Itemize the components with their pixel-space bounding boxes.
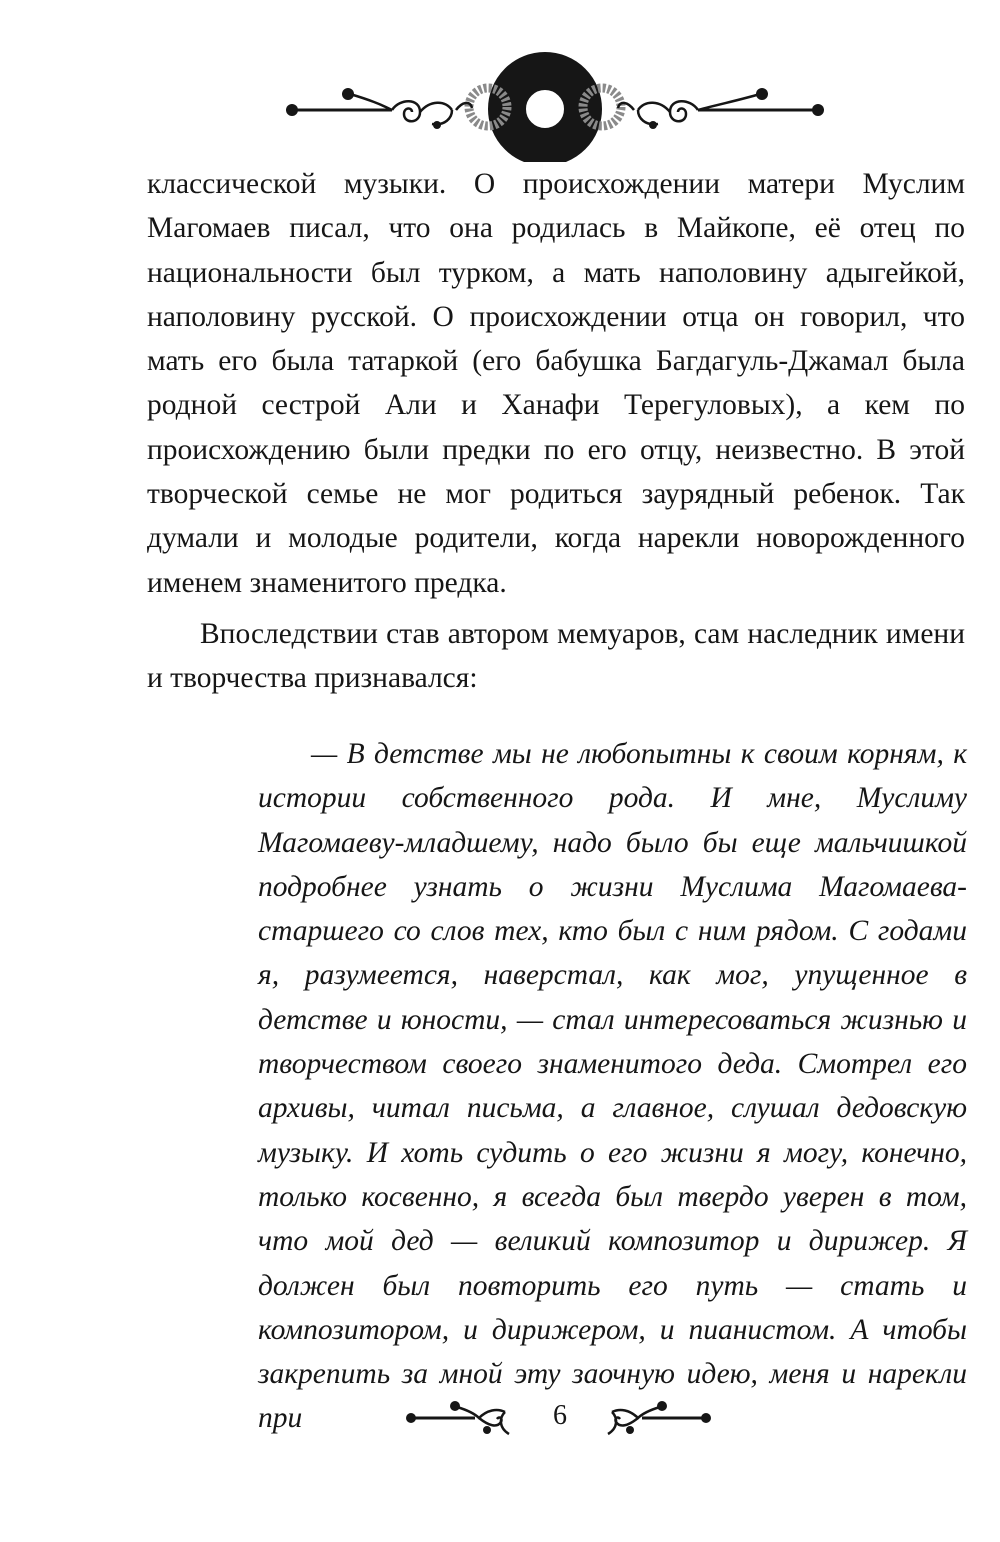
flourish-right-icon bbox=[602, 1396, 712, 1440]
paragraph: классической музыки. О происхождении матери Муслим Магомаев писал, что она родилась в Майкопе, её отец по национальности был турком, а мать наполовину адыгейкой, наполовину русской. О происхождении отца он говорил, что мать его была татаркой (его бабушка Багдагуль-Джамал была родной сестрой Али и Ханафи Терегуловых), а кем по происхождению были предки по его отцу, неизвестно. В этой творческой семье не мог родиться заурядный ребенок. Так думали и молодые родители, когда нарекли новорожденного именем знаменитого предка. bbox=[147, 168, 965, 599]
page-number: 6 bbox=[553, 1400, 567, 1431]
flourish-left-icon bbox=[405, 1396, 515, 1440]
page-footer bbox=[405, 1396, 705, 1440]
paragraph: Впоследствии став автором мемуаров, сам наследник имени и творчества признавался: bbox=[147, 617, 965, 695]
header-ornament bbox=[280, 52, 830, 162]
body-text bbox=[147, 162, 965, 701]
ornamental-scroll-divider-icon bbox=[280, 52, 830, 162]
block-quote: — В детстве мы не любопытны к своим корням, к истории собственного рода. И мне, Муслиму Магомаеву-младшему, надо было бы еще мальчишкой подробнее узнать о жизни Муслима Магомаева-старшего со слов тех, кто был с ним рядом. С годами я, разумеется, наверстал, как мог, упущенное в детстве и юности, — стал интересоваться жизнью и творчеством своего знаменитого деда. Смотрел его архивы, читал письма, а главное, слушал дедовскую музыку. И хоть судить о его жизни я могу, конечно, только косвенно, я всегда был твердо уверен в том, что мой дед — великий композитор и дирижер. Я должен был повторить его путь — стать и композитором, и дирижером, и пианистом. А чтобы закрепить за мной эту заочную идею, меня и нарекли при bbox=[258, 738, 967, 1435]
